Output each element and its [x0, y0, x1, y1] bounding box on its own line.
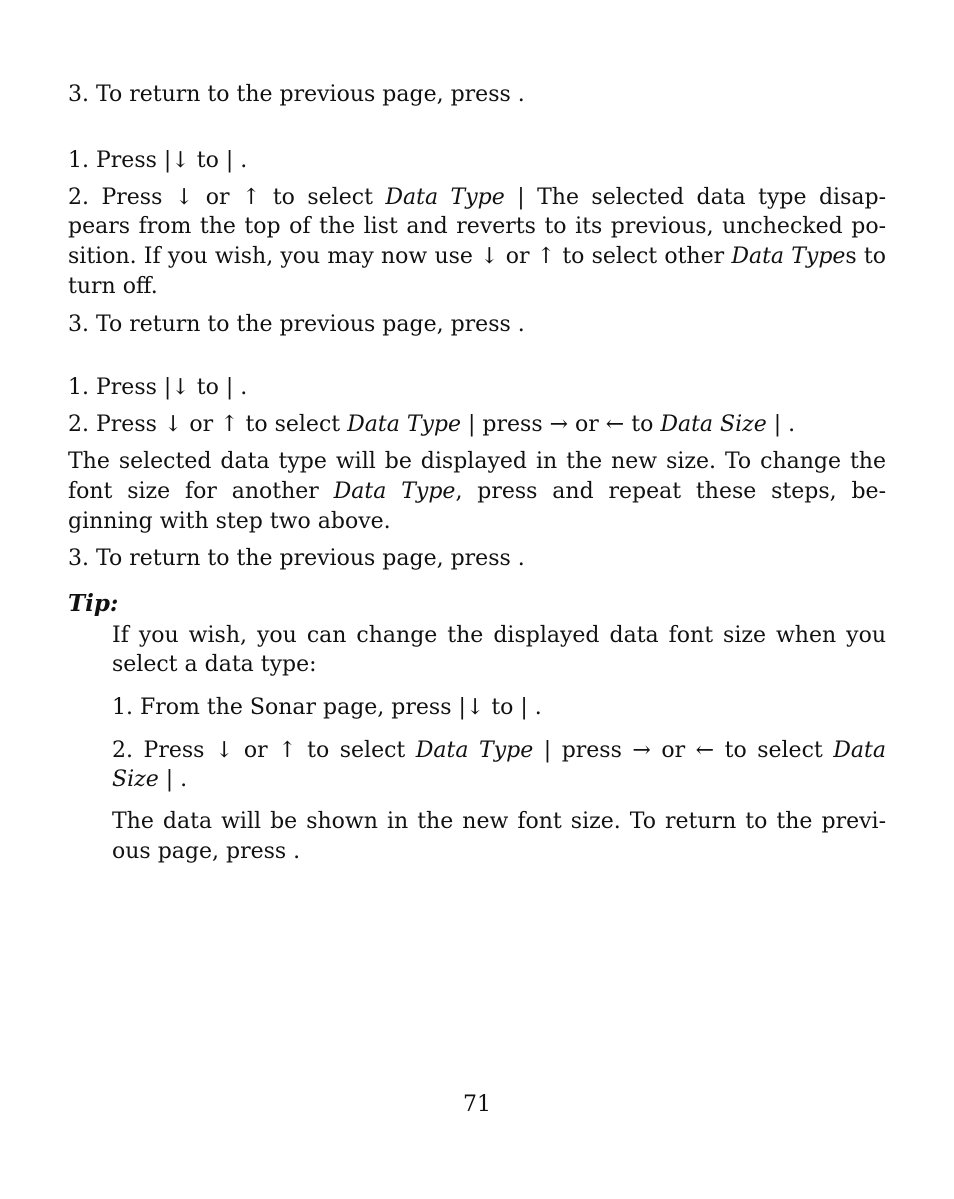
paragraph-line: turn off. — [68, 274, 158, 299]
paragraph-line: 1. Press |↓ to | . — [68, 148, 248, 173]
paragraph-line: 3. To return to the previous page, press . — [68, 546, 525, 571]
tip-line: If you wish, you can change the displayed data font size when you — [112, 623, 886, 648]
paragraph-line: 3. To return to the previous page, press . — [68, 82, 525, 107]
paragraph-line: 3. To return to the previous page, press . — [68, 312, 525, 337]
paragraph-line: font size for another Data Type, press and repeat these steps, be- — [68, 479, 886, 504]
paragraph-line: sition. If you wish, you may now use ↓ or ↑ to select other Data Types to — [68, 244, 886, 269]
tip-line: 2. Press ↓ or ↑ to select Data Type | press → or ← to select Data — [112, 738, 886, 763]
tip-line: 1. From the Sonar page, press |↓ to | . — [112, 695, 542, 720]
page-number: 71 — [463, 1092, 491, 1117]
tip-line: select a data type: — [112, 652, 317, 677]
paragraph-line: ginning with step two above. — [68, 509, 391, 534]
paragraph-line: 2. Press ↓ or ↑ to select Data Type | press → or ← to Data Size | . — [68, 412, 796, 437]
tip-line: The data will be shown in the new font size. To return to the previ- — [112, 809, 886, 834]
paragraph-line: 2. Press ↓ or ↑ to select Data Type | The selected data type disap- — [68, 185, 886, 210]
paragraph-line: 1. Press |↓ to | . — [68, 375, 248, 400]
tip-line: Size | . — [112, 767, 188, 792]
paragraph-line: The selected data type will be displayed in the new size. To change the — [68, 449, 886, 474]
tip-heading: Tip: — [68, 590, 119, 617]
paragraph-line: pears from the top of the list and reverts to its previous, unchecked po- — [68, 214, 886, 239]
tip-line: ous page, press . — [112, 839, 301, 864]
